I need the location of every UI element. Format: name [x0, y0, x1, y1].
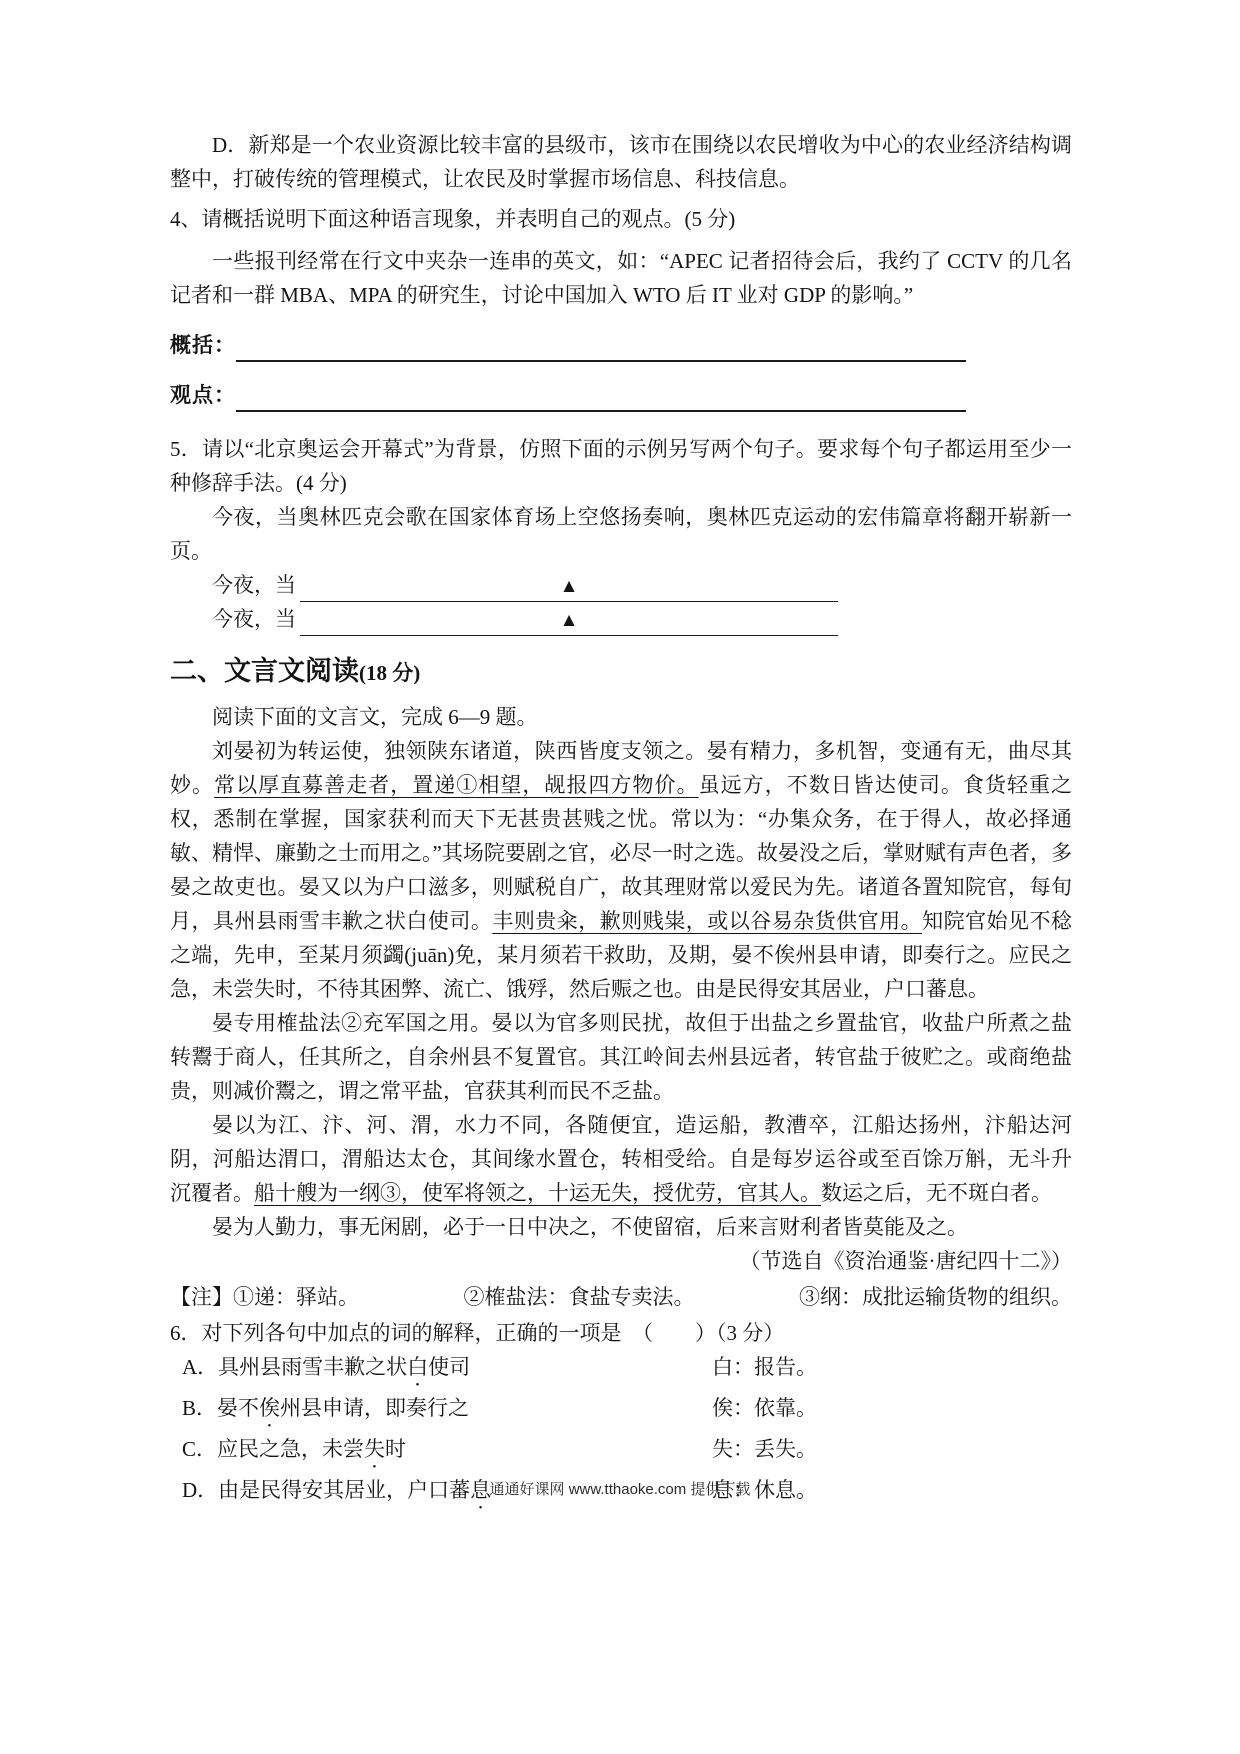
- option-c-pre: C．应民之急，未尝: [182, 1437, 365, 1461]
- option-a-gloss: 白：报告。: [712, 1355, 817, 1379]
- classical-passage-paragraph-4: 晏为人勤力，事无闲剧，必于一日中决之，不使留宿，后来言财利者皆莫能及之。: [212, 1215, 968, 1239]
- p1-segment-1: 刘晏初为转运使，独领陕东诸道，陕西皆度支领之。晏有精力，多机智，变通有无，曲尽其妙。: [170, 739, 1072, 797]
- option-d-dotted-char: 息: [470, 1478, 492, 1502]
- question3-option-d: D．新郑是一个农业资源比较丰富的县级市，该市在围绕以农民增收为中心的农业经济结构调整中，打破传统的管理模式，让农民及时掌握市场信息、科技信息。: [170, 133, 1072, 191]
- option-d-gloss: 息：休息。: [712, 1478, 817, 1502]
- question4-answer-row-summary: [170, 326, 1072, 362]
- question4-passage: 一些报刊经常在行文中夹杂一连串的英文，如：“APEC 记者招待会后，我约了 CCTV 的几名记者和一群 MBA、MPA 的研究生，讨论中国加入 WTO 后 IT 业对 GDP 的影响。”: [170, 249, 1072, 307]
- answer-blank-line-2: [300, 602, 838, 636]
- note-2: ②榷盐法：食盐专卖法。: [463, 1285, 695, 1309]
- section2-score: (18 分): [359, 661, 421, 685]
- question4-prompt: 4、请概括说明下面这种语言现象，并表明自己的观点。(5 分): [170, 207, 736, 231]
- option-b-pre: B．晏不: [182, 1396, 260, 1420]
- section2-heading: [170, 652, 1072, 692]
- option-a-post: 使司: [428, 1355, 471, 1379]
- question6-option-b: [170, 1391, 1072, 1432]
- option-c-dotted-char: 失: [364, 1437, 386, 1461]
- question5-blank-row-1: [170, 568, 1072, 602]
- question6-prompt: 6．对下列各句中加点的词的解释，正确的一项是 （ ）（3 分）: [170, 1321, 785, 1345]
- p3-segment-1: 晏以为江、汴、河、渭，水力不同，各随便宜，造运船，教漕卒，江船达扬州，汴船达河阴，河船达渭口，渭船达太仓，其间缘水置仓，转相受给。自是每岁运谷或至百馀万斛，无斗升沉覆者。: [170, 1113, 1072, 1205]
- p1-segment-3: 知院官始见不稔之端，先申，至某月须蠲(juān)免，某月须若干救助，及期，晏不俟州县申请，即奏行之。应民之急，未尝失时，不待其困弊、流亡、饿殍，然后赈之也。由是民得安其居业，户口蕃息。: [170, 909, 1073, 1001]
- summary-label: 概括：: [170, 333, 236, 357]
- opinion-label: 观点：: [170, 383, 236, 407]
- option-a-dotted-char: 白: [407, 1355, 429, 1379]
- option-c-post: 时: [385, 1437, 407, 1461]
- note-1: 【注】①递：驿站。: [170, 1285, 359, 1309]
- question5-blank-row-2: [170, 602, 1072, 636]
- option-b-post: 州县申请，即奏行之: [280, 1396, 470, 1420]
- passage-source: （节选自《资治通鉴·唐纪四十二》）: [739, 1249, 1072, 1273]
- p1-underlined-1: 常以厚直募善走者，置递①相望，觇报四方物价。: [214, 773, 699, 797]
- site-footer: 通通好课网 www.tthaoke.com 提供下载: [489, 1481, 751, 1498]
- option-a-pre: A．具州县雨雪丰歉之状: [182, 1355, 408, 1379]
- answer-blank-line-1: [300, 568, 838, 602]
- classical-passage-paragraph-2: 晏专用榷盐法②充军国之用。晏以为官多则民扰，故但于出盐之乡置盐官，收盐户所煮之盐转鬻于商人，任其所之，自余州县不复置官。其江岭间去州县远者，转官盐于彼贮之。或商绝盐贵，则减价鬻之，谓之常平盐，官获其利而民不乏盐。: [170, 1011, 1072, 1103]
- summary-answer-blank: [236, 328, 966, 362]
- p3-segment-2: 数运之后，无不斑白者。: [821, 1181, 1052, 1205]
- option-b-gloss: 俟：依靠。: [712, 1396, 817, 1420]
- option-a-text: [182, 1350, 712, 1391]
- option-d-pre: D．由是民得安其居业，户口蕃: [182, 1478, 471, 1502]
- p3-underlined-1: 船十艘为一纲③，使军将领之，十运无失，授优劳，官其人。: [254, 1181, 821, 1205]
- section2-title: 二、文言文阅读: [170, 656, 359, 686]
- blank-prefix-1: 今夜，当: [212, 573, 296, 597]
- p1-underlined-2: 丰则贵籴，歉则贱粜，或以谷易杂货供官用。: [492, 909, 923, 933]
- p1-segment-2: 虽远方，不数日皆达使司。食货轻重之权，悉制在掌握，国家获利而天下无甚贵甚贱之忧。常以为：“办集众务，在于得人，故必择通敏、精悍、廉勤之士而用之。”其场院要剧之官，必尽一时之选。故晏没之后，掌财赋有声色者，多晏之故吏也。晏又以为户口滋多，则赋税自广，故其理财常以爱民为先。诸道各置知院官，每旬月，具州县雨雪丰歉之状白使司。: [170, 773, 1073, 933]
- exam-page: [170, 128, 1072, 1514]
- option-b-dotted-char: 俟: [259, 1396, 281, 1420]
- triangle-marker-2: ▲: [559, 610, 579, 631]
- question5-example: 今夜，当奥林匹克会歌在国家体育场上空悠扬奏响，奥林匹克运动的宏伟篇章将翻开崭新一页。: [170, 505, 1072, 563]
- question6-option-a: [170, 1350, 1072, 1391]
- option-c-text: [182, 1432, 712, 1473]
- passage-notes: [170, 1280, 1072, 1314]
- opinion-answer-blank: [236, 378, 966, 412]
- option-c-gloss: 失：丢失。: [712, 1437, 817, 1461]
- question4-answer-row-opinion: [170, 376, 1072, 412]
- triangle-marker-1: ▲: [559, 576, 579, 597]
- reading-intro: 阅读下面的文言文，完成 6—9 题。: [212, 705, 538, 729]
- classical-passage-paragraph-1: [170, 734, 1072, 1006]
- option-b-text: [182, 1391, 712, 1432]
- question5-prompt: 5．请以“北京奥运会开幕式”为背景，仿照下面的示例另写两个句子。要求每个句子都运用至少一种修辞手法。(4 分): [170, 437, 1072, 495]
- question6-option-c: [170, 1432, 1072, 1473]
- blank-prefix-2: 今夜，当: [212, 607, 296, 631]
- classical-passage-paragraph-3: [170, 1108, 1072, 1210]
- note-3: ③纲：成批运输货物的组织。: [799, 1285, 1072, 1309]
